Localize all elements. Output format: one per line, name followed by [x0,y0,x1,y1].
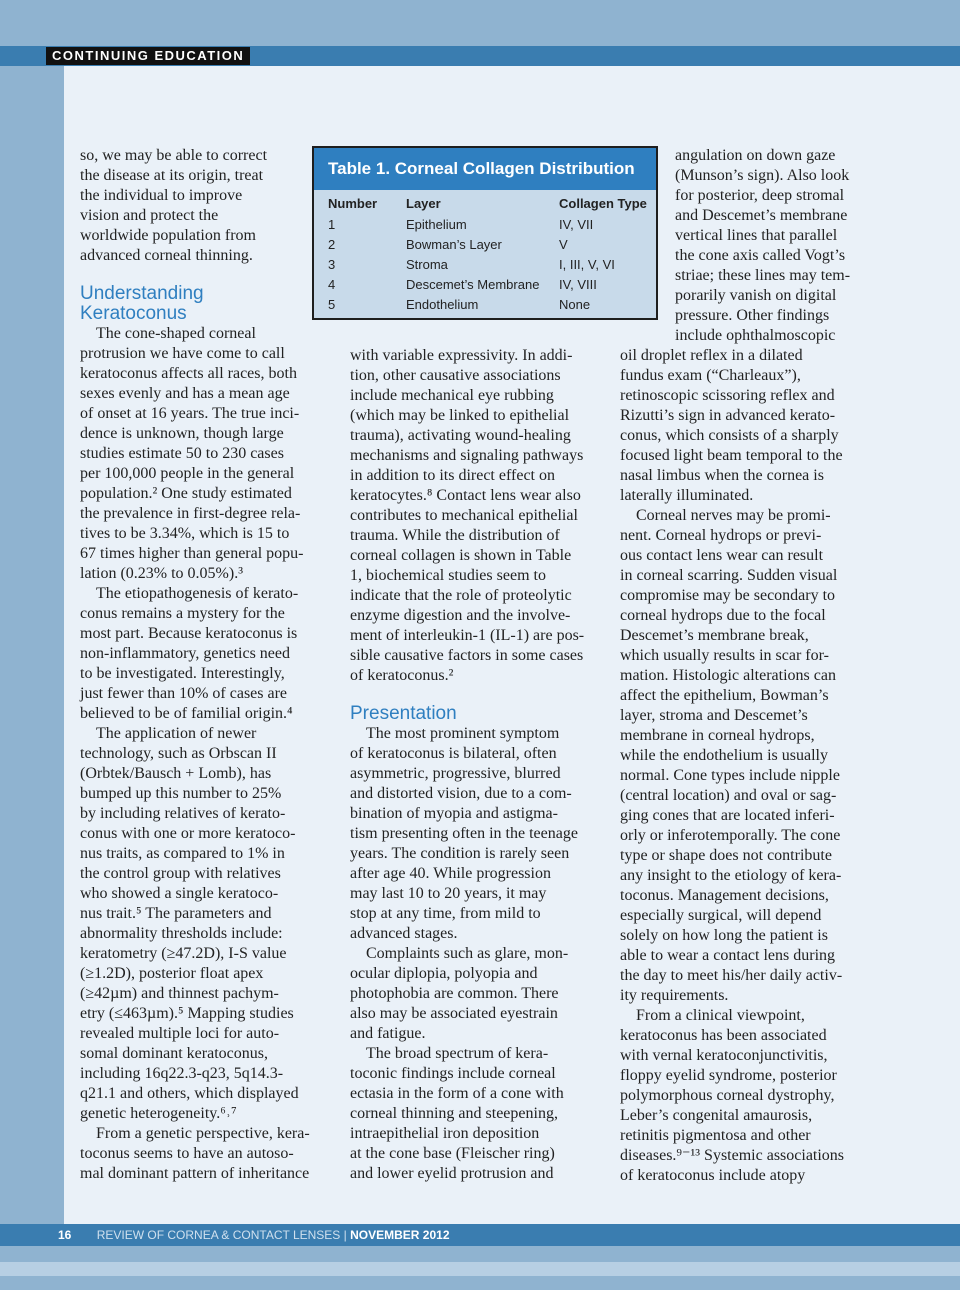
col1-paragraph-1: so, we may be able to correct the disease at its origin, treat the individual to improve vision and protect the worldwide population from advanced corneal thinning. [80,147,268,264]
table-cell: Descemet’s Membrane [406,276,540,292]
collagen-table [312,146,658,320]
heading-understanding-keratoconus: Understanding Keratoconus [80,283,204,324]
publication-name: REVIEW OF CORNEA & CONTACT LENSES [96,1228,341,1242]
table-row [328,294,654,314]
col1-paragraph-4: The application of newer technology, such as Orbscan II (Orbtek/Bausch + Lomb), has bumped up this number to 25% by including relatives of kerato- conus with one or more keratoco- nus traits, as compared to 1% in the control group with relatives who showed a single keratoco- nus trait.⁵ The parameters and abnormality thresholds include: keratometry (≥47.2D), I-S value (≥1.2D), posterior float apex (≥42µm) and thinnest pachym- etry (≤463µm).⁵ Mapping studies revealed multiple loci for auto- somal dominant keratoconus, including 16q22.3-q23, 5q14.3- q21.1 and others, which displayed genetic heterogeneity.⁶˒⁷ [80,725,299,1122]
footer-separator: | [343,1228,347,1242]
table-cell: Stroma [406,256,448,272]
col2-paragraph-1: with variable expressivity. In addi- tion, other causative associations include mechanical eye rubbing (which may be linked to epithelial trauma), activating wound-healing mechanisms and signaling pathways in addition to its direct effect on keratocytes.⁸ Contact lens wear also contributes to mechanical epithelial trauma. While the distribution of corneal collagen is shown in Table 1, biochemical studies seem to indicate that the role of proteolytic enzyme digestion and the involve- ment of interleukin-1 (IL-1) are pos- sible causative factors in some cases of keratoconus.² [350,347,585,684]
col3-paragraph-2: Corneal nerves may be promi- nent. Corneal hydrops or previ- ous contact lens wear can result in corneal scarring. Sudden visual compromise may be secondary to corneal hydrops due to the focal Descemet’s membrane break, which usually results in scar for- mation. Histologic alterations can affect the epithelium, Bowman’s layer, stroma and Descemet’s membrane in corneal hydrops, while the endothelium is usually normal. Cone types include nipple (central location) and oval or sag- ging cones that are located inferi- orly or inferotemporally. The cone type or shape does not contribute any insight to the etiology of kera- toconus. Management decisions, especially surgical, will depend solely on how long the patient is able to wear a contact lens during the day to meet his/her daily activ- ity requirements. [620,507,843,1004]
table-row [328,254,654,274]
col2-paragraph-2: The most prominent symptom of keratoconus is bilateral, often asymmetric, progressive, blurred and distorted vision, due to a com- bination of myopia and astigma- tism presenting often in the teenage years. The condition is rarely seen after age 40. While progression may last 10 to 20 years, it may stop at any time, from mild to advanced stages. [350,725,578,942]
table-cell: Epithelium [406,216,467,232]
col2-paragraph-3: Complaints such as glare, mon- ocular diplopia, polyopia and photophobia are common. There also may be associated eyestrain and fatigue. [350,945,569,1042]
col3-paragraph-1-wide: oil droplet reflex in a dilated fundus exam (“Charleaux”), retinoscopic scissoring reflex and Rizutti’s sign in advanced kerato- conus, which consists of a sharply focused light beam temporal to the nasal limbus when the cornea is laterally illuminated. [620,347,843,504]
table-cell: IV, VII [559,216,594,232]
col1-paragraph-3: The etiopathogenesis of kerato- conus remains a mystery for the most part. Because keratoconus is non-inflammatory, genetics need to be investigated. Interestingly, just fewer than 10% of cases are believed to be of familial origin.⁴ [80,585,299,722]
table-row [328,234,654,254]
table-cell: 3 [328,256,336,272]
table-title: Table 1. Corneal Collagen Distribution [314,148,656,190]
table-cell: 4 [328,276,336,292]
footer-lower-band [0,1262,960,1276]
table-cell: Endothelium [406,296,479,312]
table-cell: None [559,296,591,312]
table-cell: IV, VIII [559,276,597,292]
col1-paragraph-5: From a genetic perspective, kera- toconus seems to have an autoso- mal dominant pattern of inheritance [80,1125,310,1182]
page-number: 16 [58,1228,72,1242]
table-cell: 5 [328,296,336,312]
col1-paragraph-2: The cone-shaped corneal protrusion we have come to call keratoconus affects all races, both sexes evenly and has a mean age of onset at 16 years. The true inci- dence is unknown, though large studies estimate 50 to 230 cases per 100,000 people in the general population.² One study estimated the prevalence in first-degree rela- tives to be 3.34%, which is 15 to 67 times higher than general popu- lation (0.23% to 0.05%).³ [80,325,304,582]
issue-date: NOVEMBER 2012 [350,1228,450,1242]
column-3-upper [675,146,890,346]
header-collagen-type: Collagen Type [559,195,647,211]
header-layer: Layer [406,195,441,211]
header-number: Number [328,195,378,211]
table-cell: Bowman’s Layer [406,236,502,252]
col3-paragraph-1-narrow: angulation on down gaze (Munson’s sign). Also look for posterior, deep stromal and Descemet’s membrane vertical lines that parallel the cone axis called Vogt’s striae; these lines may tem- porarily vanish on digital pressure. Other findings include ophthalmoscopic [675,147,851,344]
column-1 [80,146,332,1184]
table-cell: 2 [328,236,336,252]
table-cell: V [559,236,568,252]
section-tag: CONTINUING EDUCATION [46,47,250,65]
table-header-row [328,192,654,214]
table-cell: 1 [328,216,336,232]
table-row [328,274,654,294]
heading-presentation: Presentation [350,703,457,724]
column-3 [620,346,890,1186]
table-row [328,214,654,234]
column-2 [350,346,612,1184]
table-grid [328,192,654,314]
table-cell: I, III, V, VI [559,256,615,272]
col3-paragraph-3: From a clinical viewpoint, keratoconus has been associated with vernal keratoconjunctivitis, floppy eyelid syndrome, posterior polymorphous corneal dystrophy, Leber’s congenital amaurosis, retinitis pigmentosa and other diseases.⁹⁻¹³ Systemic associations of keratoconus include atopy [620,1007,845,1184]
col2-paragraph-4: The broad spectrum of kera- toconic findings include corneal ectasia in the form of a cone with corneal thinning and steepening, intraepithelial iron deposition at the cone base (Fleischer ring) and lower eyelid protrusion and [350,1045,564,1182]
footer [58,1226,450,1244]
